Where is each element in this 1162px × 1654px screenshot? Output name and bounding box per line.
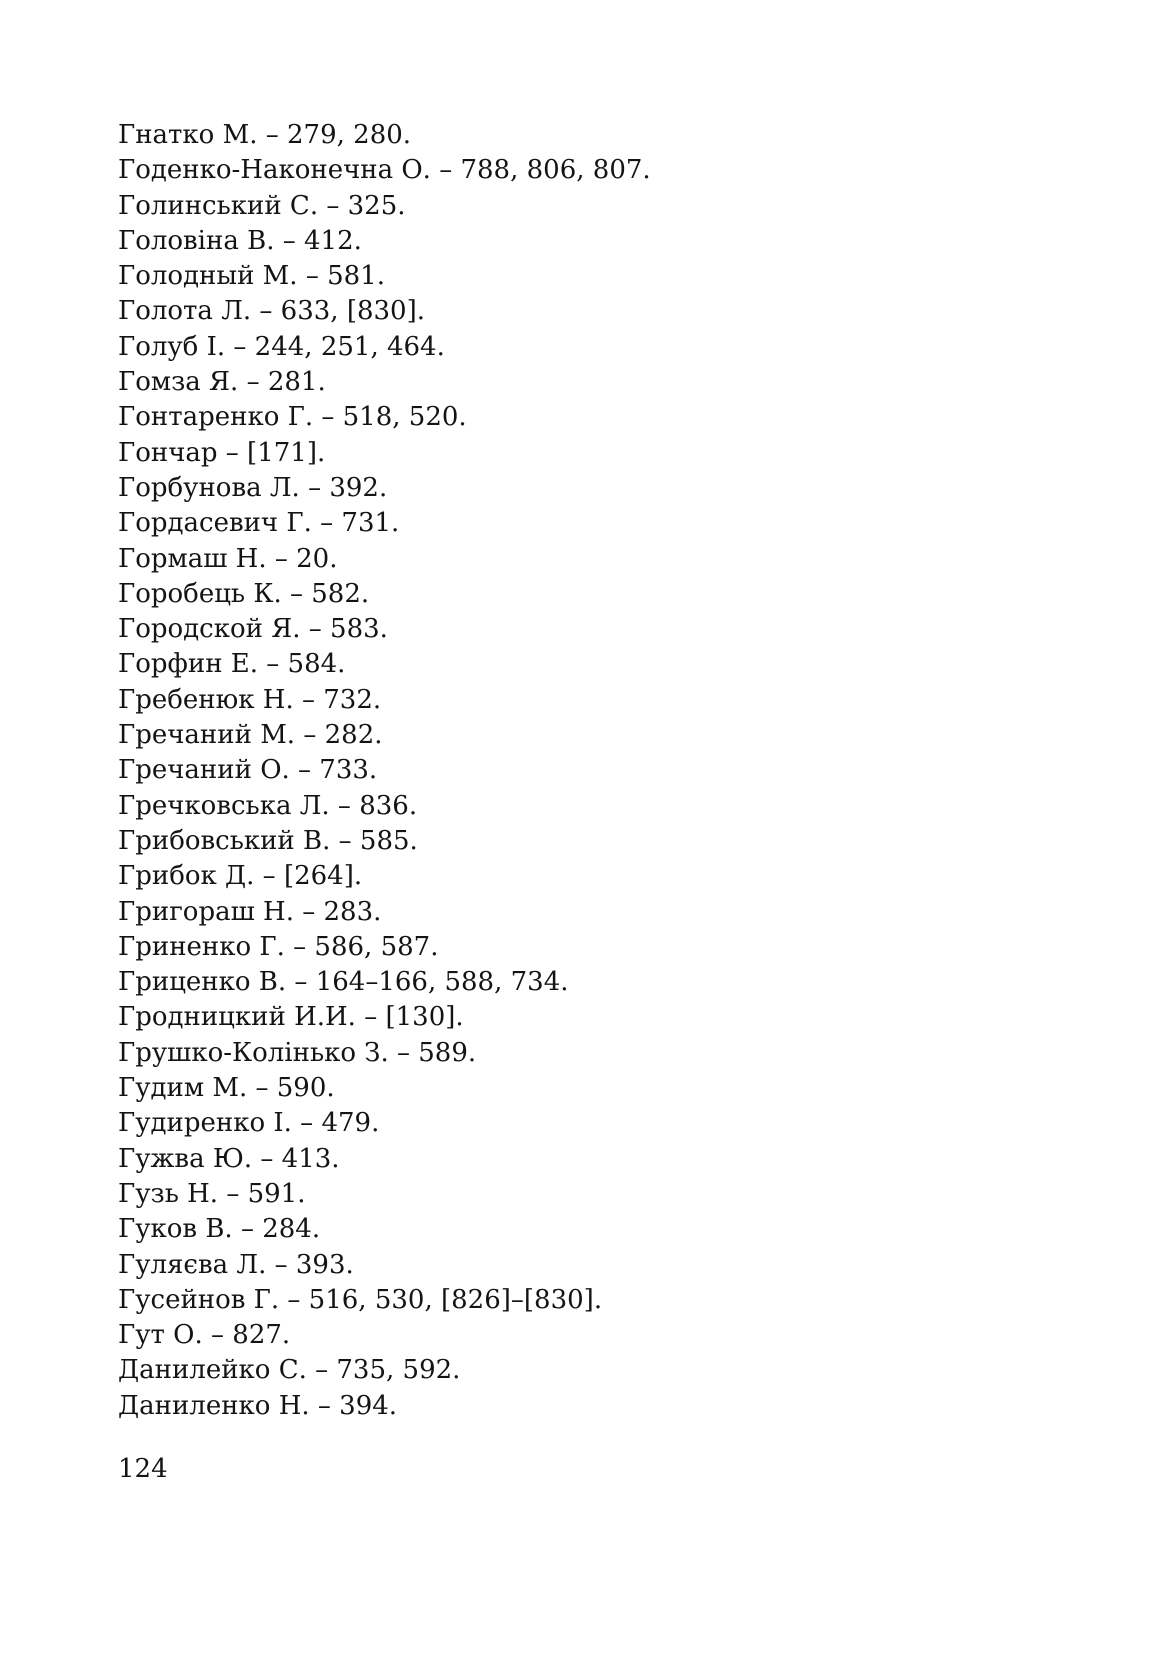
index-entry: Гриненко Г. – 586, 587. (118, 931, 439, 962)
index-entry: Горбунова Л. – 392. (118, 472, 388, 503)
index-entry: Даниленко Н. – 394. (118, 1390, 398, 1421)
index-entry: Гриценко В. – 164–166, 588, 734. (118, 967, 569, 998)
index-entry: Гудиренко І. – 479. (118, 1108, 380, 1139)
index-entry: Голодный М. – 581. (118, 261, 385, 292)
index-entry: Гродницкий И.И. – [130]. (118, 1002, 464, 1033)
index-entry: Грибок Д. – [264]. (118, 861, 363, 892)
index-entry: Гусейнов Г. – 516, 530, [826]–[830]. (118, 1284, 603, 1315)
index-entry: Гречаний М. – 282. (118, 720, 383, 751)
index-entry: Горобець К. – 582. (118, 578, 370, 609)
index-entry: Годенко-Наконечна О. – 788, 806, 807. (118, 155, 651, 186)
index-entry: Григораш Н. – 283. (118, 896, 382, 927)
index-entry: Гуков В. – 284. (118, 1214, 321, 1245)
index-entry: Голота Л. – 633, [830]. (118, 296, 426, 327)
name-index-list (118, 118, 651, 1424)
index-entry: Гончар – [171]. (118, 437, 326, 468)
index-entry: Грушко-Колінько З. – 589. (118, 1037, 477, 1068)
index-entry: Гужва Ю. – 413. (118, 1143, 340, 1174)
page-number: 124 (118, 1454, 168, 1484)
index-entry: Гордасевич Г. – 731. (118, 508, 400, 539)
index-entry: Гудим М. – 590. (118, 1073, 335, 1104)
index-entry: Гнатко М. – 279, 280. (118, 120, 412, 150)
index-entry: Горфин Е. – 584. (118, 649, 346, 680)
index-entry: Голинський С. – 325. (118, 190, 406, 221)
index-entry: Головіна В. – 412. (118, 225, 362, 256)
index-entry: Данилейко С. – 735, 592. (118, 1355, 461, 1386)
index-entry: Гребенюк Н. – 732. (118, 684, 382, 715)
index-entry: Гомза Я. – 281. (118, 367, 326, 398)
index-entry: Городской Я. – 583. (118, 614, 388, 645)
index-entry: Голуб І. – 244, 251, 464. (118, 331, 445, 362)
index-entry: Гормаш Н. – 20. (118, 543, 338, 574)
index-entry: Гречаний О. – 733. (118, 755, 378, 786)
index-entry: Гуляєва Л. – 393. (118, 1249, 354, 1280)
index-entry: Гут О. – 827. (118, 1320, 291, 1351)
index-entry: Гречковська Л. – 836. (118, 790, 418, 821)
index-entry: Гузь Н. – 591. (118, 1178, 306, 1209)
index-entry: Гонтаренко Г. – 518, 520. (118, 402, 467, 433)
index-entry: Грибовський В. – 585. (118, 825, 418, 856)
